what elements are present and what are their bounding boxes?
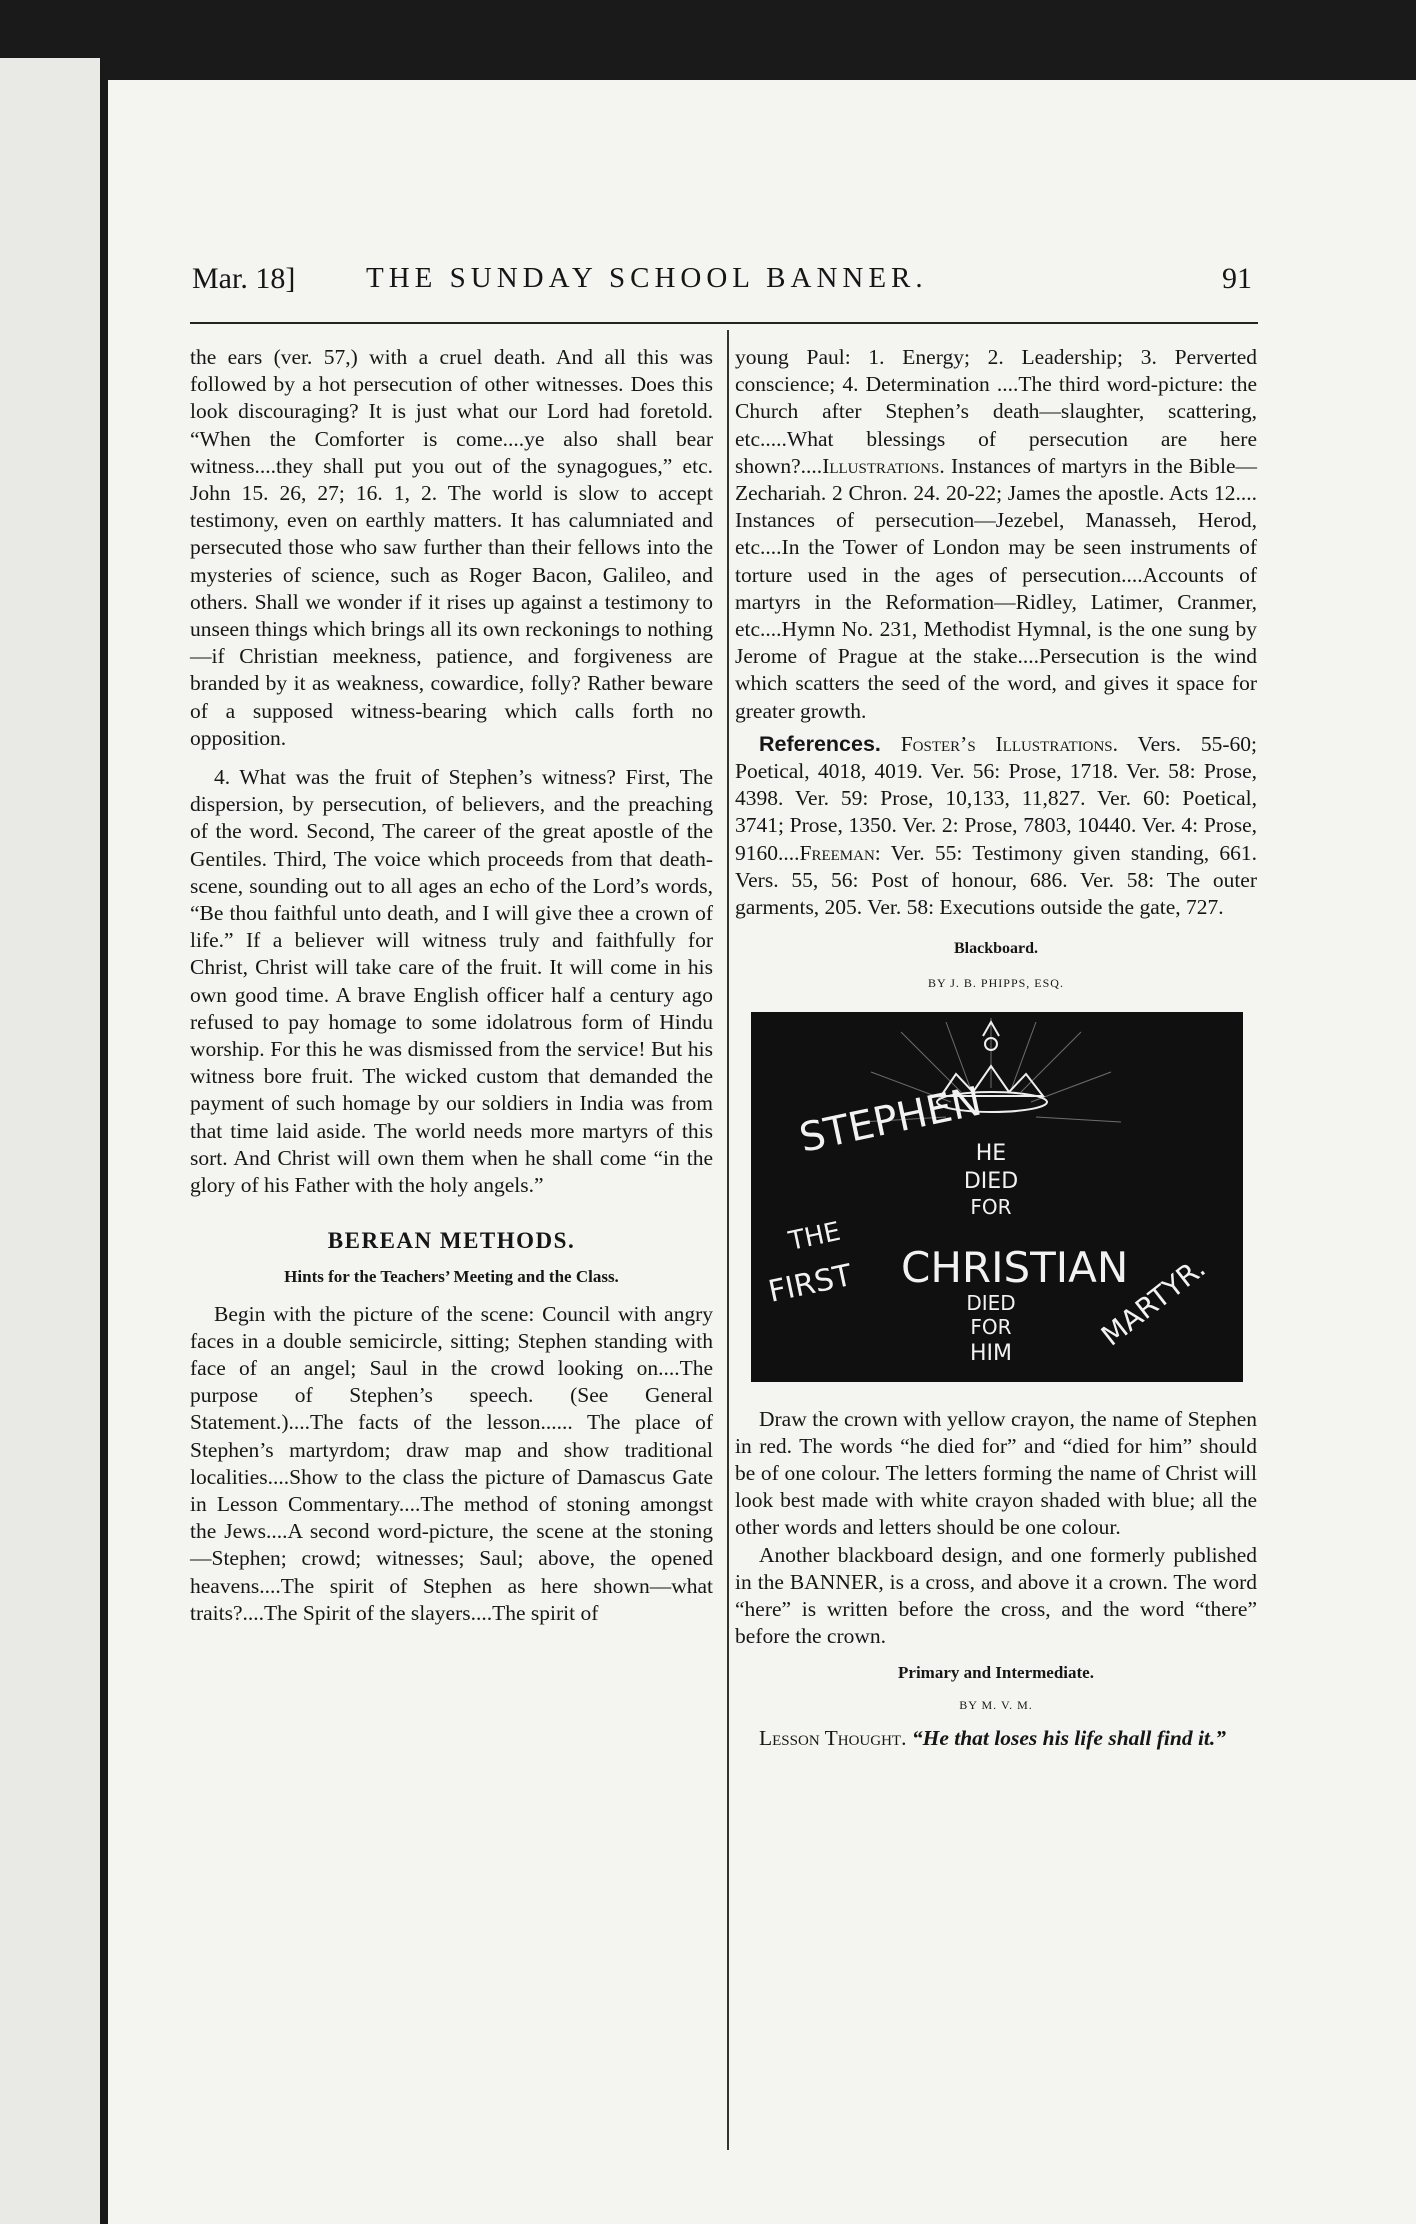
header-rule (190, 322, 1258, 324)
text-run: young Paul: 1. Energy; 2. Leadership; 3. Perverted conscience; 4. Determination ....The third word-picture: the Church after Stephen’s death—slaughter, scattering, etc.....What blessings of persecution are here shown?.... (735, 345, 1257, 478)
text-run: : Ver. 55: Testimony given standing, 661. Vers. 55, 56: Post of honour, 686. Ver. 58: The outer garments, 205. Ver. 58: Executions outside the gate, 727. (735, 840, 1257, 920)
subsection-heading: Hints for the Teachers’ Meeting and the Class. (284, 1266, 619, 1286)
paragraph: 4. What was the fruit of Stephen’s witness? First, The dispersion, by persecution, of believers, and the preaching of the word. Second, The career of the great apostle of the Gentiles. Third, The voice which proceeds from that death-scene, sounding out to all ages an echo of the Lord’s words, “Be thou faithful unto death, and I will give thee a crown of life.” If a believer will witness truly and faithfully for Christ, Christ will take care of the fruit. It will come in his own good time. A brave English officer half a century ago refused to pay homage to some idolatrous form of Hindu worship. For this he was dismissed from the service! But his witness bore fruit. The wicked custom that demanded the payment of such homage by our soldiers in India was from that time laid aside. The world needs more martyrs of this sort. And Christ will own them when he shall come “in the glory of his Father with the holy angels.” (190, 765, 713, 1198)
left-column (190, 344, 713, 1627)
bb-stephen: STEPHEN (795, 1078, 986, 1162)
section-heading: BEREAN METHODS. (327, 1228, 576, 1254)
blackboard-byline: BY J. B. PHIPPS, ESQ. (928, 976, 1064, 991)
references-label: References. (759, 731, 881, 756)
primary-byline: BY M. V. M. (959, 1697, 1033, 1712)
bb-the: THE (786, 1216, 844, 1257)
lesson-thought (735, 1725, 1257, 1752)
bb-for2: FOR (970, 1314, 1012, 1339)
page-number: 91 (1222, 262, 1252, 295)
header-title: THE SUNDAY SCHOOL BANNER. (366, 262, 928, 294)
lesson-thought-label: Lesson Thought. (759, 1725, 907, 1750)
bb-he: HE (975, 1140, 1007, 1166)
bb-first: FIRST (765, 1257, 856, 1310)
adjacent-page-edge (0, 58, 100, 2224)
blackboard-heading: Blackboard. (953, 940, 1038, 958)
lesson-thought-text: “He that loses his life shall find it.” (911, 1725, 1227, 1750)
bb-died: DIED (963, 1168, 1019, 1194)
right-column (735, 344, 1257, 1752)
text-run: Instances of martyrs in the Bible—Zechariah. 2 Chron. 24. 20-22; James the apostle. Acts 12.... Instances of persecution—Jezebel, Manasseh, Herod, etc....In the Tower of London may be seen instruments of torture used in the ages of persecution....Accounts of martyrs in the Reformation—Ridley, Latimer, Cranmer, etc....Hymn No. 231, Methodist Hymnal, is the one sung by Jerome of Prague at the stake....Persecution is the wind which scatters the seed of the word, and gives it space for greater growth. (735, 453, 1257, 723)
fosters-label: Foster’s Illustrations. (900, 731, 1119, 756)
primary-heading: Primary and Intermediate. (898, 1662, 1094, 1682)
references-paragraph (735, 731, 1257, 921)
bb-died2: DIED (966, 1290, 1016, 1315)
column-divider (727, 330, 729, 2150)
freeman-label: Freeman (799, 840, 875, 865)
paragraph (735, 344, 1257, 725)
illustrations-label: Illustrations. (822, 453, 945, 478)
bb-martyr: MARTYR. (1094, 1250, 1212, 1353)
bb-him: HIM (969, 1340, 1013, 1366)
paragraph: Another blackboard design, and one formerly published in the BANNER, is a cross, and above it a crown. The word “here” is written before the cross, and the word “there” before the crown. (735, 1542, 1257, 1649)
paragraph: Draw the crown with yellow crayon, the name of Stephen in red. The words “he died for” and “died for him” should be of one colour. The letters forming the name of Christ will look best made with white crayon shaded with blue; all the other words and letters should be one colour. (735, 1406, 1257, 1540)
blackboard-illustration (751, 1012, 1243, 1382)
paragraph: Begin with the picture of the scene: Council with angry faces in a double semicircle, sitting; Stephen standing with face of an angel; Saul in the crowd looking on....The purpose of Stephen’s speech. (See General Statement.)....The facts of the lesson...... The place of Stephen’s martyrdom; draw map and show traditional localities....Show to the class the picture of Damascus Gate in Lesson Commentary....The method of stoning amongst the Jews....A second word-picture, the scene at the stoning—Stephen; crowd; witnesses; Saul; above, the opened heavens....The spirit of Stephen as here shown—what traits?....The Spirit of the slayers....The spirit of (190, 1301, 713, 1625)
blackboard-drawing (751, 1012, 1243, 1382)
bb-christian: CHRISTIAN (901, 1242, 1129, 1292)
bb-for: FOR (970, 1194, 1012, 1219)
running-header (192, 262, 1252, 302)
header-date: Mar. 18] (192, 262, 296, 295)
paragraph: the ears (ver. 57,) with a cruel death. And all this was followed by a hot persecution of other witnesses. Does this look discouraging? It is just what our Lord had foretold. “When the Comforter is come....ye also shall bear witness....they shall put you out of the synagogues,” etc. John 15. 26, 27; 16. 1, 2. The world is slow to accept testimony, even on earthly matters. It has calumniated and persecuted those who saw further than their fellows into the mysteries of science, such as Roger Bacon, Galileo, and others. Shall we wonder if it rises up against a testimony to unseen things which brings all its own reckonings to nothing—if Christian meekness, patience, and forgiveness are branded by it as weakness, cowardice, folly? Rather beware of a supposed witness-bearing which calls forth no opposition. (190, 345, 713, 750)
text-run: Vers. 55-60; Poetical, 4018, 4019. Ver. 56: Prose, 1718. Ver. 58: Prose, 4398. Ver. 59: Prose, 10,133, 11,827. Ver. 60: Poetical, 3741; Prose, 1350. Ver. 2: Prose, 7803, 10440. Ver. 4: Prose, 9160.... (735, 731, 1257, 865)
